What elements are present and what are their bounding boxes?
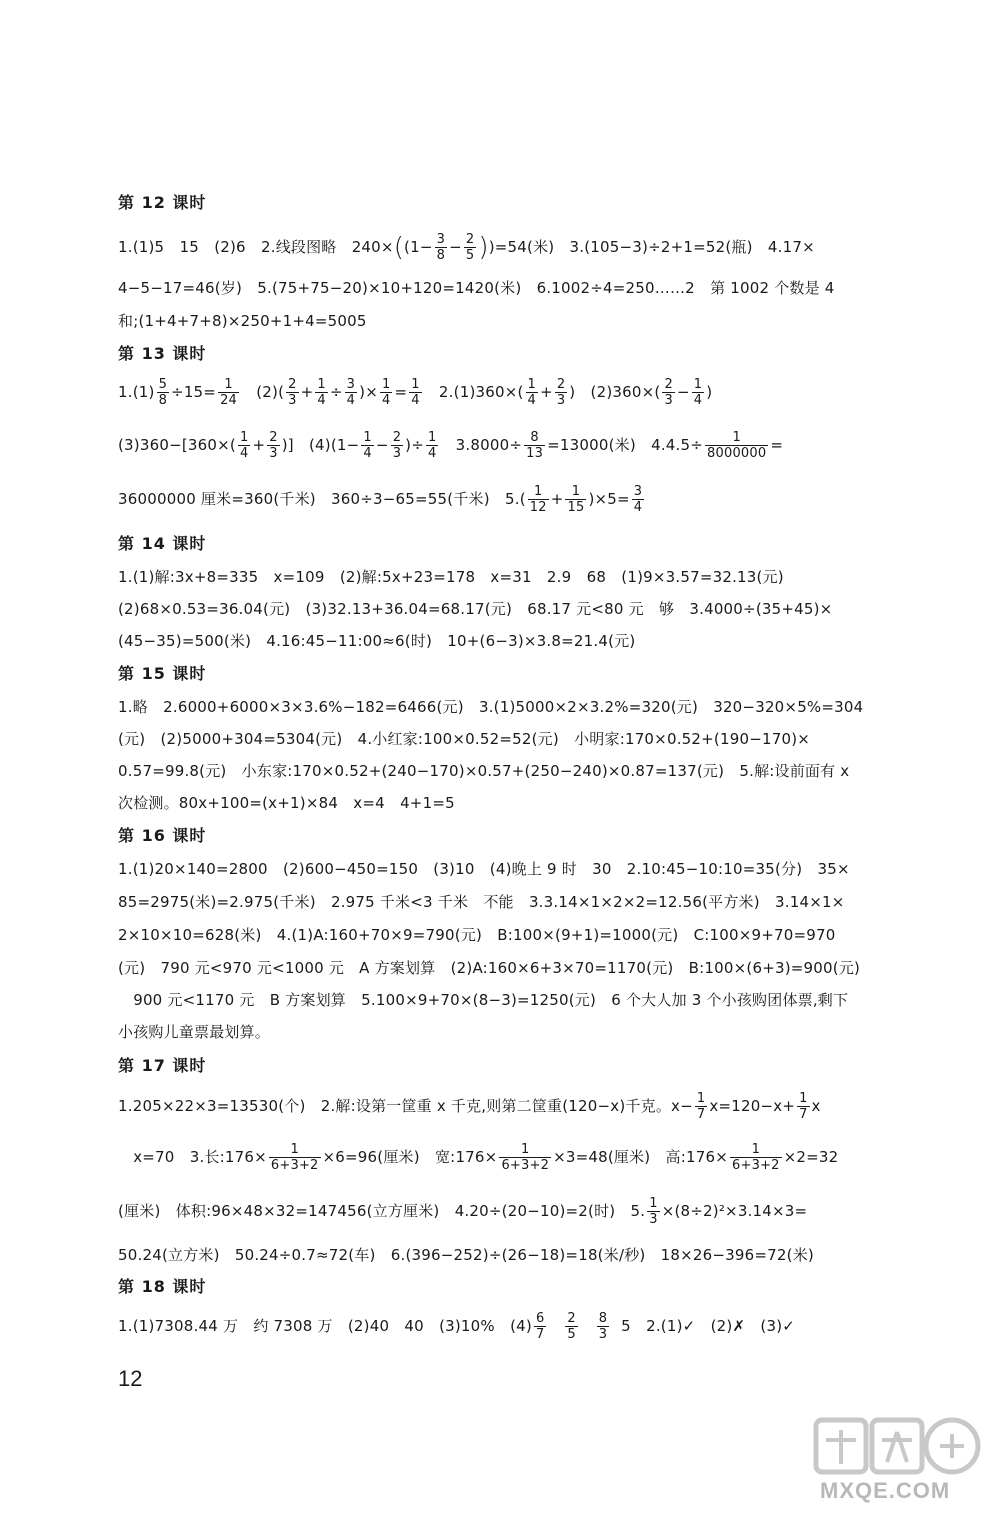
lesson-13-line-1: 1.(1) $\frac{5}{8}$ ÷15= $\frac{1}{24}$ (2)( $\frac{2}{3}$ + $\frac{1}{4}$ ÷ $\frac{3}{4}$ )× $\frac{1}{4}$ = $\frac{1}{4}$ 2.(1)360×( $\frac{1}{4}$ + $\frac{2}{3}$ ) (2)360×( $\frac{2}{3}$ − $\frac{1}{4}$ ) [118,377,713,408]
lesson-12-line-1: 1.(1)5 15 (2)6 2.线段图略 240×((1− $\frac{3}{8}$ − $\frac{2}{5}$ ))=54(米) 3.(105−3)÷2+1=52(瓶) 4.17× [118,232,815,263]
lesson-17-line-3: (厘米) 体积:96×48×32=147456(立方厘米) 4.20÷(20−10)=2(时) 5. $\frac{1}{3}$ ×(8÷2)²×3.14×3= [118,1196,808,1227]
lesson-16-line-2: 85=2975(米)=2.975(千米) 2.975 千米<3 千米 不能 3.3.14×1×2×2=12.56(平方米) 3.14×1× [118,893,845,911]
lesson-17-line-4: 50.24(立方米) 50.24÷0.7≈72(车) 6.(396−252)÷(26−18)=18(米/秒) 18×26−396=72(米) [118,1246,814,1264]
lesson-16-line-5: 900 元<1170 元 B 方案划算 5.100×9+70×(8−3)=1250(元) 6 个大人加 3 个小孩购团体票,剩下 [118,991,849,1009]
watermark-text: MXQE.COM [820,1478,951,1503]
lesson-12-heading: 第 12 课时 [118,193,207,212]
lesson-15-line-4: 次检测。80x+100=(x+1)×84 x=4 4+1=5 [118,794,455,812]
lesson-17-heading: 第 17 课时 [118,1056,207,1075]
fraction: $\frac{3}{8}$ [436,232,446,263]
lesson-18-line-1: 1.(1)7308.44 万 约 7308 万 (2)40 40 (3)10% (4) $\frac{6}{7}$ $\frac{2}{5}$ $\frac{8}{3}$ 5 2.(1)✓ (2)✗ (3)✓ [118,1311,796,1342]
lesson-18-heading: 第 18 课时 [118,1277,207,1296]
lesson-13-line-3: 36000000 厘米=360(千米) 360÷3−65=55(千米) 5.( $\frac{1}{12}$ + $\frac{1}{15}$ )×5= $\frac{3}{4}$ [118,484,643,515]
lesson-16-line-4: (元) 790 元<970 元<1000 元 A 方案划算 (2)A:160×6+3×70=1170(元) B:100×(6+3)=900(元) [118,959,861,977]
text: 1.(1)5 15 (2)6 2.线段图略 240× [118,238,394,256]
lesson-16-line-6: 小孩购儿童票最划算。 [118,1023,271,1041]
lesson-16-line-3: 2×10×10=628(米) 4.(1)A:160+70×9=790(元) B:100×(9+1)=1000(元) C:100×9+70=970 [118,926,836,944]
lesson-13-line-2: (3)360−[360×( $\frac{1}{4}$ + $\frac{2}{3}$ )] (4)(1− $\frac{1}{4}$ − $\frac{2}{3}$ )÷ $\frac{1}{4}$ 3.8000÷ $\frac{8}{13}$ =13000(米) 4.4.5÷ $\frac{1}{8000000}$ = [118,430,784,461]
lesson-14-line-3: (45−35)=500(米) 4.16:45−11:00≈6(时) 10+(6−3)×3.8=21.4(元) [118,632,636,650]
lesson-16-heading: 第 16 课时 [118,826,207,845]
lesson-17-line-1: 1.205×22×3=13530(个) 2.解:设第一筐重 x 千克,则第二筐重(120−x)千克。x− $\frac{1}{7}$ x=120−x+ $\frac{1}{7}$ x [118,1091,821,1122]
text: (1− [404,238,433,256]
lesson-12-line-3: 和;(1+4+7+8)×250+1+4=5005 [118,312,367,330]
lesson-12-line-2: 4−5−17=46(岁) 5.(75+75−20)×10+120=1420(米) 6.1002÷4=250……2 第 1002 个数是 4 [118,279,835,297]
lesson-13-heading: 第 13 课时 [118,344,207,363]
page-number: 12 [118,1366,143,1391]
lesson-14-line-1: 1.(1)解:3x+8=335 x=109 (2)解:5x+23=178 x=31 2.9 68 (1)9×3.57=32.13(元) [118,568,784,586]
lesson-15-line-2: (元) (2)5000+304=5304(元) 4.小红家:100×0.52=52(元) 小明家:170×0.52+(190−170)× [118,730,811,748]
lesson-14-line-2: (2)68×0.53=36.04(元) (3)32.13+36.04=68.17(元) 68.17 元<80 元 够 3.4000÷(35+45)× [118,600,833,618]
lesson-15-line-3: 0.57=99.8(元) 小东家:170×0.52+(240−170)×0.57+(250−240)×0.87=137(元) 5.解:设前面有 x [118,762,850,780]
lesson-16-line-1: 1.(1)20×140=2800 (2)600−450=150 (3)10 (4)晚上 9 时 30 2.10:45−10:10=35(分) 35× [118,860,850,878]
lesson-14-heading: 第 14 课时 [118,534,207,553]
lesson-15-heading: 第 15 课时 [118,664,207,683]
lesson-15-line-1: 1.略 2.6000+6000×3×3.6%−182=6466(元) 3.(1)5000×2×3.2%=320(元) 320−320×5%=304 [118,698,864,716]
lesson-17-line-2: x=70 3.长:176× $\frac{1}{6+3+2}$ ×6=96(厘米) 宽:176× $\frac{1}{6+3+2}$ ×3=48(厘米) 高:176× $\frac{1}{6+3+2}$ ×2=32 [118,1142,839,1173]
fraction: $\frac{2}{5}$ [465,232,475,263]
